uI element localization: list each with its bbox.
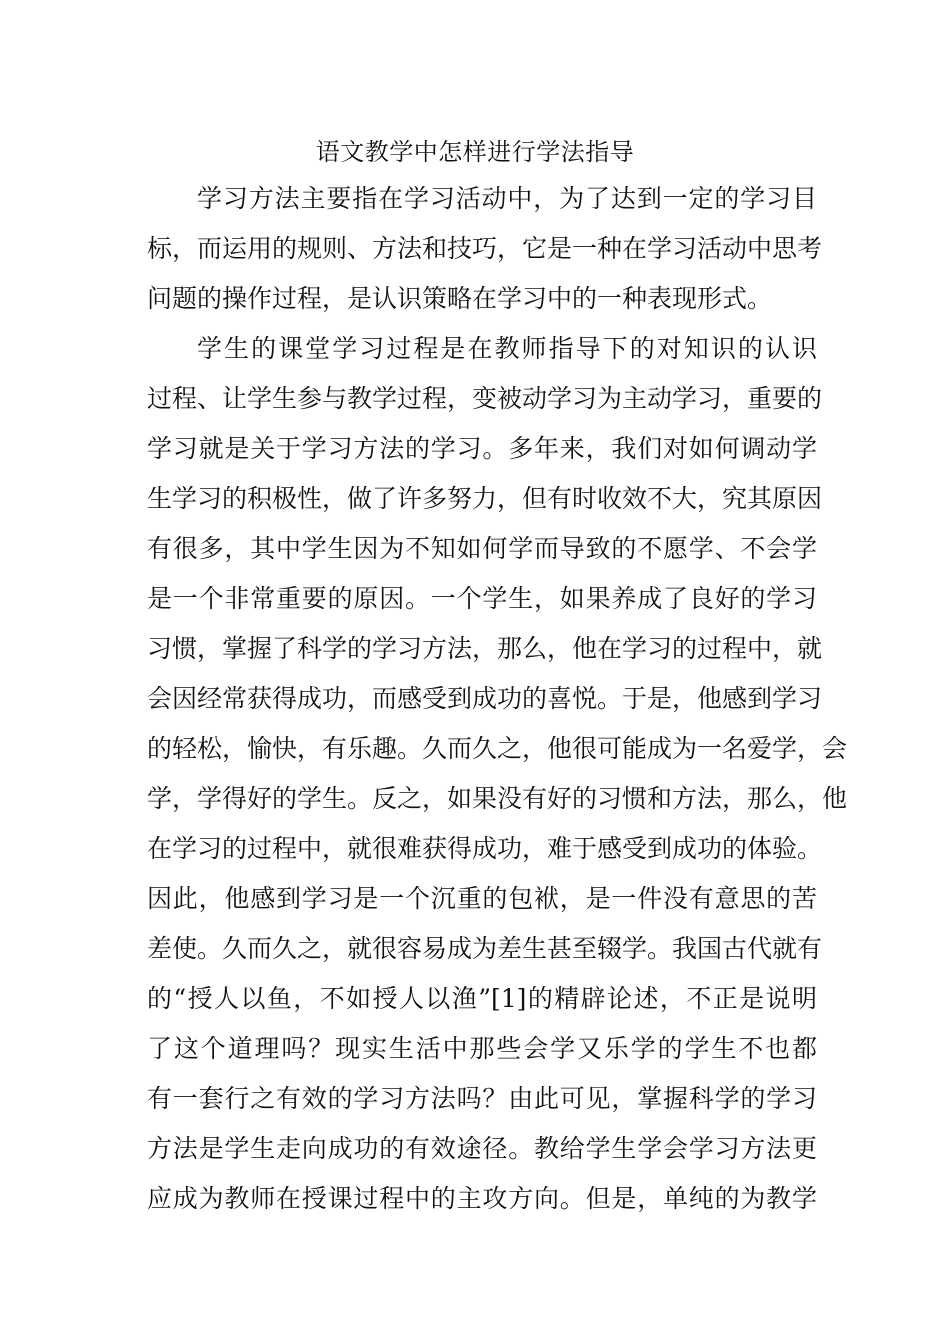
text-line: 学习方法主要指在学习活动中，为了达到一定的学习目: [197, 184, 817, 213]
text-line: 问题的操作过程，是认识策略在学习中的一种表现形式。: [147, 284, 773, 313]
text-line: 过程、让学生参与教学过程，变被动学习为主动学习，重要的: [147, 384, 823, 413]
text-line: 学，学得好的学生。反之，如果没有好的习惯和方法，那么，他: [147, 784, 848, 813]
text-line: 方法是学生走向成功的有效途径。教给学生学会学习方法更: [147, 1134, 817, 1163]
text-line: 是一个非常重要的原因。一个学生，如果养成了良好的学习: [147, 584, 817, 613]
text-line: 学习就是关于学习方法的学习。多年来，我们对如何调动学: [147, 434, 817, 463]
text-line: 的“授人以鱼，不如授人以渔”[1]的精辟论述，不正是说明: [147, 984, 817, 1013]
text-line: 学生的课堂学习过程是在教师指导下的对知识的认识: [197, 334, 817, 363]
text-line: 生学习的积极性，做了许多努力，但有时收效不大，究其原因: [147, 484, 823, 513]
text-line: 有一套行之有效的学习方法吗？由此可见，掌握科学的学习: [147, 1084, 817, 1113]
paragraph-2: [147, 324, 848, 1224]
text-line: 因此，他感到学习是一个沉重的包袱，是一件没有意思的苦: [147, 884, 817, 913]
document-title: 语文教学中怎样进行学法指导: [315, 138, 635, 166]
document-body: [147, 174, 848, 1224]
text-line: 标，而运用的规则、方法和技巧，它是一种在学习活动中思考: [147, 234, 823, 263]
text-line: 了这个道理吗？现实生活中那些会学又乐学的学生不也都: [147, 1034, 817, 1063]
text-line: 习惯，掌握了科学的学习方法，那么，他在学习的过程中，就: [147, 634, 823, 663]
paragraph-1: [147, 174, 823, 324]
text-line: 应成为教师在授课过程中的主攻方向。但是，单纯的为教学: [147, 1184, 817, 1213]
text-line: 会因经常获得成功，而感受到成功的喜悦。于是，他感到学习: [147, 684, 823, 713]
text-line: 有很多，其中学生因为不知如何学而导致的不愿学、不会学: [147, 534, 817, 563]
text-line: 的轻松，愉快，有乐趣。久而久之，他很可能成为一名爱学，会: [147, 734, 848, 763]
text-line: 差使。久而久之，就很容易成为差生甚至辍学。我国古代就有: [147, 934, 823, 963]
text-line: 在学习的过程中，就很难获得成功，难于感受到成功的体验。: [147, 834, 823, 863]
